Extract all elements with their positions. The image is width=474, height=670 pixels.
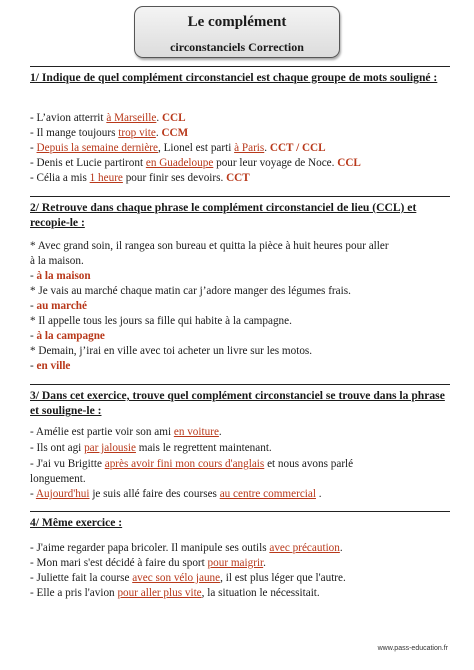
page-title: Le complément xyxy=(187,14,287,30)
section-1-heading: 1/ Indique de quel complément circonstanciel est chaque groupe de mots souligné : xyxy=(30,71,438,84)
s4-line-3: - Juliette fait la course avec son vélo jaune, il est plus léger que l'autre. xyxy=(30,572,346,584)
section-2-heading: 2/ Retrouve dans chaque phrase le complément circonstanciel de lieu (CCL) et recopie-le : xyxy=(30,201,417,229)
title-box xyxy=(134,6,340,58)
section-3-heading: 3/ Dans cet exercice, trouve quel complément circonstanciel se trouve dans la phrase et souligne-le : xyxy=(30,389,445,417)
s1-line-4: - Denis et Lucie partiront en Guadeloupe pour leur voyage de Noce. CCL xyxy=(30,157,361,169)
s2-line-2: à la maison. xyxy=(30,255,84,267)
s2-line-5: * Demain, j’irai en ville avec toi acheter un livre sur les motos. xyxy=(30,345,313,357)
s4-line-1: - J'aime regarder papa bricoler. Il manipule ses outils avec précaution. xyxy=(30,542,343,554)
s1-line-3: - Depuis la semaine dernière, Lionel est parti à Paris. CCT / CCL xyxy=(30,142,326,154)
s2-answer-4: - en ville xyxy=(30,360,71,372)
s4-line-4: - Elle a pris l'avion pour aller plus vite, la situation le nécessitait. xyxy=(30,587,320,599)
s2-line-3: * Je vais au marché chaque matin car j’adore manger des légumes frais. xyxy=(30,285,351,297)
section-divider-4 xyxy=(30,511,450,513)
s2-answer-2: - au marché xyxy=(30,300,87,312)
s3-line-4: longuement. xyxy=(30,473,86,485)
section-divider-1 xyxy=(30,66,450,68)
s3-line-5: - Aujourd'hui je suis allé faire des courses au centre commercial . xyxy=(30,488,322,500)
section-divider-3 xyxy=(30,384,450,386)
s1-line-2: - Il mange toujours trop vite. CCM xyxy=(30,127,189,139)
section-4-heading: 4/ Même exercice : xyxy=(30,516,123,529)
s4-line-2: - Mon mari s'est décidé à faire du sport pour maigrir. xyxy=(30,557,266,569)
page-subtitle: circonstanciels Correction xyxy=(170,40,304,54)
s3-line-3: - J'ai vu Brigitte après avoir fini mon cours d'anglais et nous avons parlé xyxy=(30,458,354,470)
s2-line-1: * Avec grand soin, il rangea son bureau et quitta la pièce à huit heures pour aller xyxy=(30,240,389,252)
footer-url: www.pass-education.fr xyxy=(377,645,448,652)
s3-line-1: - Amélie est partie voir son ami en voiture. xyxy=(30,426,222,438)
s2-line-4: * Il appelle tous les jours sa fille qui habite à la campagne. xyxy=(30,315,292,327)
s1-line-5: - Célia a mis 1 heure pour finir ses devoirs. CCT xyxy=(30,172,250,184)
s2-answer-1: - à la maison xyxy=(30,270,91,282)
section-divider-2 xyxy=(30,196,450,198)
s3-line-2: - Ils ont agi par jalousie mais le regrettent maintenant. xyxy=(30,442,272,454)
s2-answer-3: - à la campagne xyxy=(30,330,105,342)
s1-line-1: - L’avion atterrit à Marseille. CCL xyxy=(30,112,186,124)
